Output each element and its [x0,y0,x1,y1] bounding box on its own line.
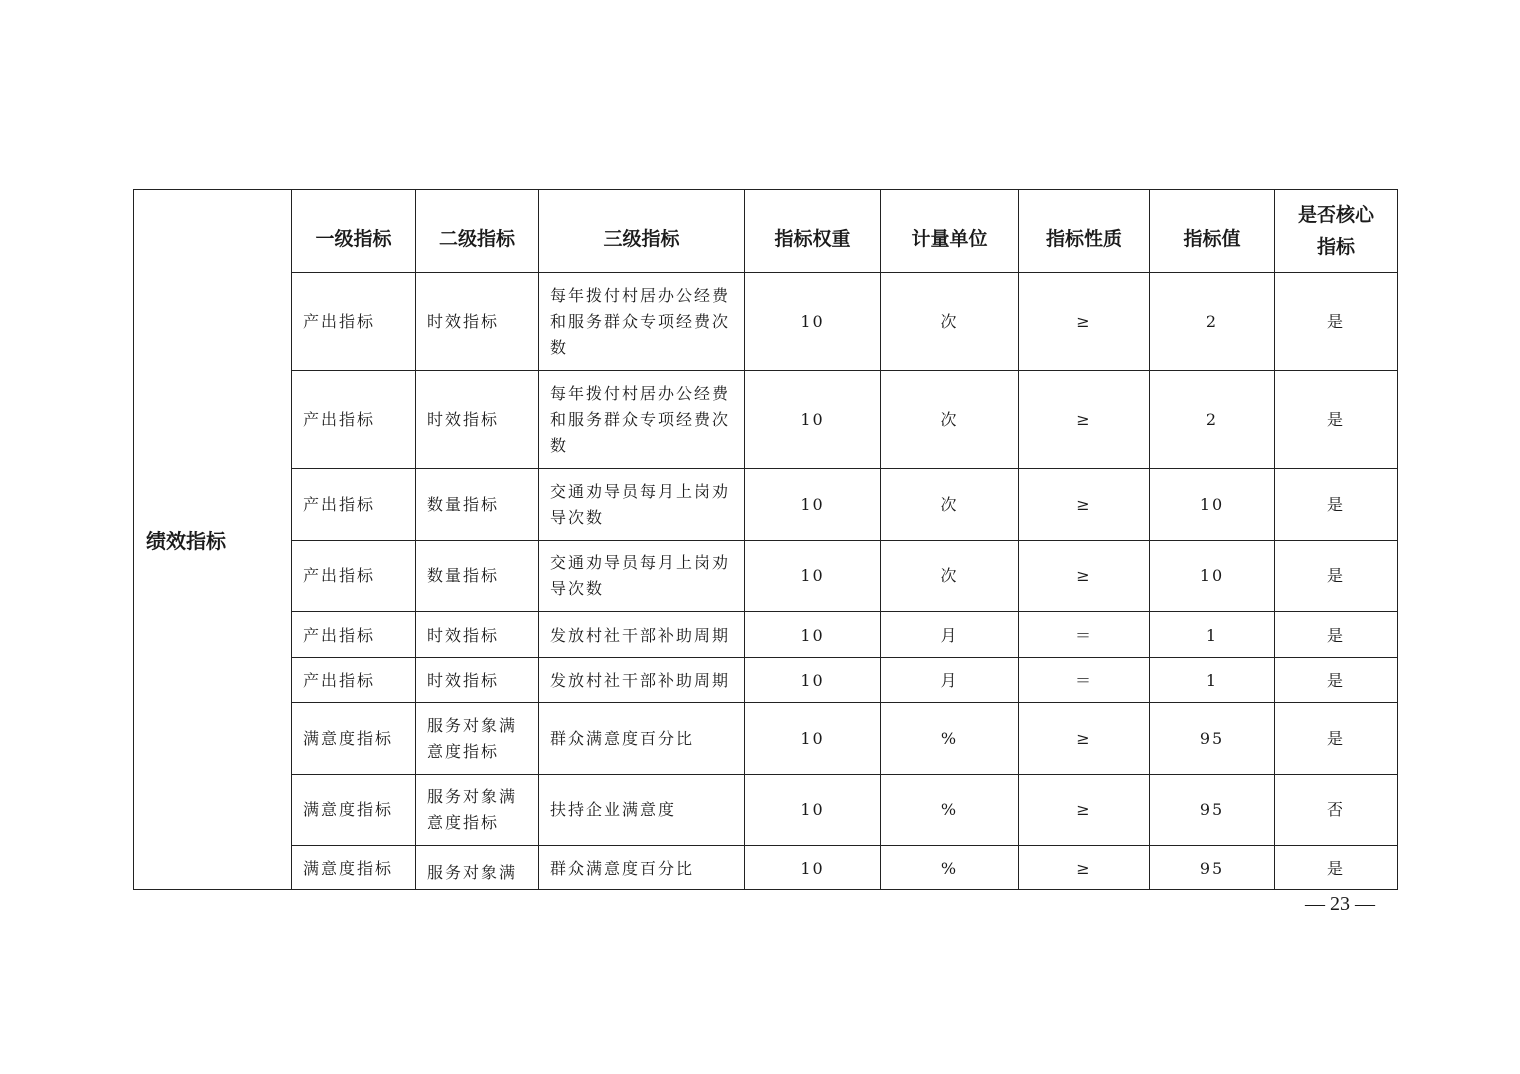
cell-level3: 发放村社干部补助周期 [539,612,745,658]
page-number: — 23 — [1305,893,1375,915]
cell-value: 1 [1150,612,1275,658]
cell-unit: % [881,846,1019,890]
cell-weight: 10 [745,371,881,469]
cell-core: 是 [1275,846,1398,890]
cell-weight: 10 [745,846,881,890]
cell-unit: % [881,775,1019,846]
cell-level2: 服务对象满 [416,846,539,890]
cell-unit: 次 [881,541,1019,612]
table-row [134,273,1398,371]
cell-weight: 10 [745,541,881,612]
cell-weight: 10 [745,703,881,775]
header-unit: 计量单位 [881,190,1019,273]
cell-nature: ＝ [1019,612,1150,658]
cell-level1: 产出指标 [292,469,416,541]
cell-nature: ≥ [1019,703,1150,775]
table-row [134,541,1398,612]
cell-nature: ≥ [1019,846,1150,890]
cell-value: 95 [1150,775,1275,846]
cell-value: 95 [1150,846,1275,890]
header-nature: 指标性质 [1019,190,1150,273]
cell-core: 是 [1275,541,1398,612]
table-row [134,371,1398,469]
cell-level1: 产出指标 [292,612,416,658]
cell-level1: 满意度指标 [292,703,416,775]
cell-value: 1 [1150,658,1275,703]
cell-value: 10 [1150,541,1275,612]
header-weight: 指标权重 [745,190,881,273]
cell-value: 95 [1150,703,1275,775]
cell-level3: 发放村社干部补助周期 [539,658,745,703]
cell-level3: 群众满意度百分比 [539,703,745,775]
cell-unit: 月 [881,658,1019,703]
cell-level1: 产出指标 [292,658,416,703]
cell-nature: ≥ [1019,775,1150,846]
header-core: 是否核心 指标 [1275,190,1398,273]
cell-weight: 10 [745,469,881,541]
cell-unit: 月 [881,612,1019,658]
table-row [134,469,1398,541]
cell-level3: 每年拨付村居办公经费和服务群众专项经费次数 [539,371,745,469]
table-row [134,775,1398,846]
cell-level3: 每年拨付村居办公经费和服务群众专项经费次数 [539,273,745,371]
cell-value: 10 [1150,469,1275,541]
side-label: 绩效指标 [134,190,292,890]
cell-level3: 交通劝导员每月上岗劝导次数 [539,469,745,541]
cell-value: 2 [1150,371,1275,469]
cell-level3: 扶持企业满意度 [539,775,745,846]
cell-level2: 数量指标 [416,541,539,612]
header-level3: 三级指标 [539,190,745,273]
table-row [134,846,1398,890]
header-level1: 一级指标 [292,190,416,273]
cell-nature: ≥ [1019,541,1150,612]
cell-level3: 交通劝导员每月上岗劝导次数 [539,541,745,612]
header-level2: 二级指标 [416,190,539,273]
cell-core: 是 [1275,612,1398,658]
cell-level1: 产出指标 [292,273,416,371]
cell-core: 否 [1275,775,1398,846]
cell-core: 是 [1275,703,1398,775]
cell-unit: 次 [881,273,1019,371]
cell-level1: 产出指标 [292,371,416,469]
cell-level1: 满意度指标 [292,775,416,846]
cell-unit: 次 [881,469,1019,541]
cell-weight: 10 [745,775,881,846]
cell-level2: 服务对象满意度指标 [416,703,539,775]
table-row [134,612,1398,658]
table-row [134,658,1398,703]
cell-core: 是 [1275,273,1398,371]
cell-unit: % [881,703,1019,775]
cell-unit: 次 [881,371,1019,469]
cell-level2: 时效指标 [416,371,539,469]
cell-value: 2 [1150,273,1275,371]
cell-weight: 10 [745,612,881,658]
cell-nature: ≥ [1019,371,1150,469]
cell-level1: 产出指标 [292,541,416,612]
cell-level2: 服务对象满意度指标 [416,775,539,846]
cell-core: 是 [1275,469,1398,541]
cell-weight: 10 [745,273,881,371]
cell-nature: ≥ [1019,469,1150,541]
cell-nature: ＝ [1019,658,1150,703]
cell-core: 是 [1275,371,1398,469]
header-value: 指标值 [1150,190,1275,273]
cell-level2: 时效指标 [416,658,539,703]
cell-core: 是 [1275,658,1398,703]
cell-weight: 10 [745,658,881,703]
cell-level3: 群众满意度百分比 [539,846,745,890]
cell-level1: 满意度指标 [292,846,416,890]
cell-level2: 时效指标 [416,273,539,371]
table-row [134,703,1398,775]
header-row [134,190,1398,273]
cell-level2: 数量指标 [416,469,539,541]
performance-indicator-table [133,189,1398,890]
cell-level2: 时效指标 [416,612,539,658]
cell-nature: ≥ [1019,273,1150,371]
